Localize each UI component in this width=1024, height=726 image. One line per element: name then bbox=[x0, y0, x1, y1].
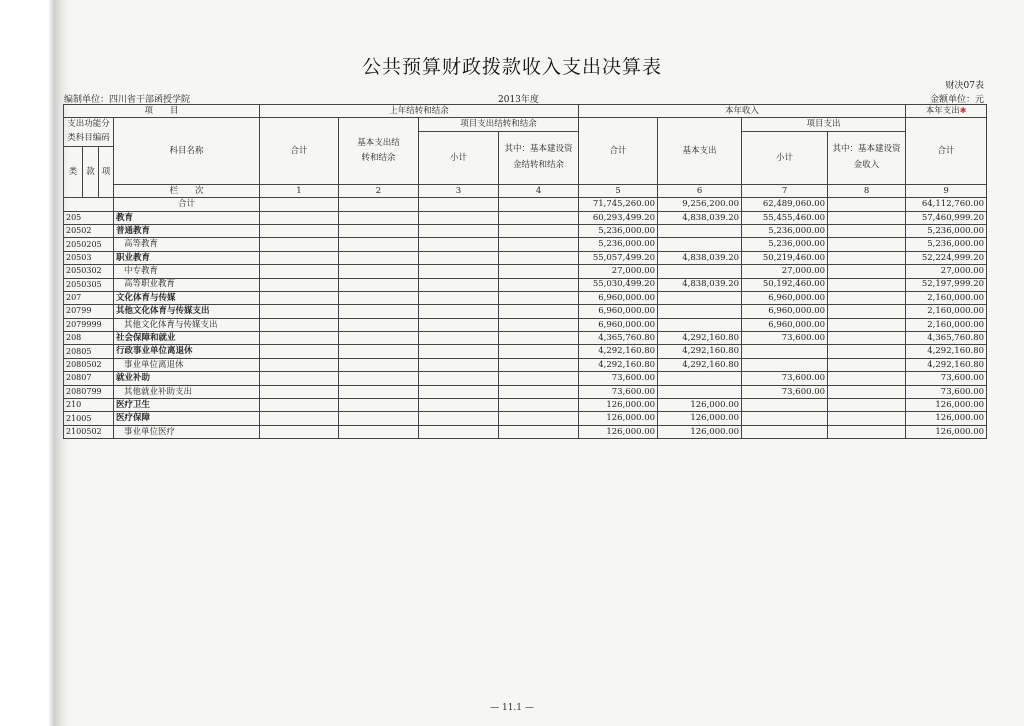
amount-cell: 126,000.00 bbox=[579, 425, 658, 438]
amount-cell bbox=[260, 425, 339, 438]
page-number: — 11.1 — bbox=[490, 703, 534, 713]
amount-cell: 6,960,000.00 bbox=[742, 318, 828, 331]
amount-cell bbox=[742, 399, 828, 412]
amount-cell: 55,030,499.20 bbox=[579, 278, 658, 291]
amount-cell bbox=[339, 412, 419, 425]
amount-cell bbox=[419, 358, 499, 371]
amount-cell bbox=[419, 305, 499, 318]
header-basic-expense: 基本支出 bbox=[658, 118, 742, 184]
amount-cell: 5,236,000.00 bbox=[906, 238, 987, 251]
amount-cell: 4,838,039.20 bbox=[658, 251, 742, 264]
amount-cell bbox=[339, 372, 419, 385]
header-prev-total: 合计 bbox=[260, 118, 339, 184]
total-value bbox=[419, 198, 499, 211]
total-code bbox=[64, 198, 114, 211]
amount-cell bbox=[260, 385, 339, 398]
amount-cell bbox=[499, 399, 579, 412]
amount-cell bbox=[339, 224, 419, 237]
amount-cell bbox=[260, 305, 339, 318]
amount-cell: 73,600.00 bbox=[742, 385, 828, 398]
amount-cell bbox=[260, 332, 339, 345]
amount-cell bbox=[419, 412, 499, 425]
amount-cell bbox=[499, 305, 579, 318]
amount-cell bbox=[419, 224, 499, 237]
header-this-year-income: 本年收入 bbox=[579, 105, 906, 118]
table-row bbox=[64, 399, 987, 412]
amount-cell bbox=[742, 412, 828, 425]
subject-name: 就业补助 bbox=[114, 372, 260, 385]
amount-cell: 6,960,000.00 bbox=[742, 305, 828, 318]
amount-cell bbox=[499, 318, 579, 331]
table-row bbox=[64, 305, 987, 318]
amount-cell: 73,600.00 bbox=[742, 332, 828, 345]
amount-cell: 73,600.00 bbox=[579, 385, 658, 398]
subject-name: 高等职业教育 bbox=[114, 278, 260, 291]
amount-cell bbox=[260, 265, 339, 278]
subject-code: 20503 bbox=[64, 251, 114, 264]
amount-cell: 50,192,460.00 bbox=[742, 278, 828, 291]
col-num: 5 bbox=[579, 184, 658, 197]
amount-cell: 57,460,999.20 bbox=[906, 211, 987, 224]
amount-cell bbox=[499, 358, 579, 371]
amount-cell bbox=[419, 425, 499, 438]
subject-code: 2050302 bbox=[64, 265, 114, 278]
header-capital-income: 其中：基本建设资金收入 bbox=[828, 131, 906, 184]
table-row bbox=[64, 412, 987, 425]
table-row bbox=[64, 358, 987, 371]
amount-cell bbox=[339, 345, 419, 358]
amount-cell bbox=[658, 291, 742, 304]
amount-cell: 6,960,000.00 bbox=[579, 291, 658, 304]
amount-cell: 6,960,000.00 bbox=[579, 318, 658, 331]
header-basic-carry: 基本支出结转和结余 bbox=[339, 118, 419, 184]
amount-cell bbox=[419, 278, 499, 291]
subject-name: 中专教育 bbox=[114, 265, 260, 278]
amount-cell: 5,236,000.00 bbox=[579, 224, 658, 237]
header-kuan: 款 bbox=[83, 146, 99, 198]
table-row bbox=[64, 238, 987, 251]
amount-cell bbox=[499, 238, 579, 251]
total-value: 62,489,060.00 bbox=[742, 198, 828, 211]
amount-cell: 50,219,460.00 bbox=[742, 251, 828, 264]
amount-cell: 27,000.00 bbox=[742, 265, 828, 278]
fiscal-year: 2013年度 bbox=[498, 95, 539, 105]
subject-name: 其他文化体育与传媒支出 bbox=[114, 305, 260, 318]
amount-cell bbox=[260, 238, 339, 251]
table-row bbox=[64, 265, 987, 278]
amount-cell: 4,292,160.80 bbox=[579, 358, 658, 371]
amount-cell bbox=[828, 318, 906, 331]
amount-cell bbox=[419, 211, 499, 224]
amount-cell: 73,600.00 bbox=[579, 372, 658, 385]
amount-cell: 126,000.00 bbox=[658, 399, 742, 412]
amount-cell bbox=[260, 224, 339, 237]
amount-cell bbox=[658, 372, 742, 385]
amount-cell: 52,224,999.20 bbox=[906, 251, 987, 264]
subject-code: 2080799 bbox=[64, 385, 114, 398]
col-num: 1 bbox=[260, 184, 339, 197]
amount-cell bbox=[499, 211, 579, 224]
amount-cell bbox=[419, 265, 499, 278]
header-income-total: 合计 bbox=[579, 118, 658, 184]
amount-cell bbox=[419, 345, 499, 358]
currency-unit: 金额单位：元 bbox=[929, 95, 984, 105]
total-value: 64,112,760.00 bbox=[906, 198, 987, 211]
header-prev-year: 上年结转和结余 bbox=[260, 105, 579, 118]
amount-cell bbox=[499, 425, 579, 438]
amount-cell bbox=[339, 305, 419, 318]
table-row bbox=[64, 278, 987, 291]
amount-cell bbox=[742, 425, 828, 438]
amount-cell bbox=[658, 318, 742, 331]
subject-name: 行政事业单位离退休 bbox=[114, 345, 260, 358]
subject-name: 事业单位离退休 bbox=[114, 358, 260, 371]
amount-cell bbox=[419, 291, 499, 304]
total-label: 合计 bbox=[114, 198, 260, 211]
amount-cell bbox=[828, 211, 906, 224]
amount-cell bbox=[828, 305, 906, 318]
amount-cell bbox=[260, 358, 339, 371]
amount-cell bbox=[260, 372, 339, 385]
amount-cell bbox=[260, 318, 339, 331]
col-num: 7 bbox=[742, 184, 828, 197]
subject-name: 普通教育 bbox=[114, 224, 260, 237]
amount-cell: 126,000.00 bbox=[906, 412, 987, 425]
header-func-class: 支出功能分类科目编码 bbox=[64, 118, 114, 146]
amount-cell bbox=[339, 238, 419, 251]
amount-cell bbox=[828, 265, 906, 278]
amount-cell bbox=[339, 425, 419, 438]
total-value bbox=[260, 198, 339, 211]
amount-cell bbox=[828, 358, 906, 371]
subject-name: 其他文化体育与传媒支出 bbox=[114, 318, 260, 331]
col-num: 6 bbox=[658, 184, 742, 197]
total-value bbox=[499, 198, 579, 211]
subject-name: 医疗卫生 bbox=[114, 399, 260, 412]
amount-cell bbox=[742, 358, 828, 371]
subject-name: 文化体育与传媒 bbox=[114, 291, 260, 304]
amount-cell bbox=[828, 332, 906, 345]
subject-name: 教育 bbox=[114, 211, 260, 224]
header-carry-subtotal: 小计 bbox=[419, 131, 499, 184]
amount-cell bbox=[828, 345, 906, 358]
amount-cell: 4,292,160.80 bbox=[658, 345, 742, 358]
amount-cell: 4,365,760.80 bbox=[906, 332, 987, 345]
amount-cell bbox=[828, 238, 906, 251]
amount-cell bbox=[828, 385, 906, 398]
amount-cell bbox=[658, 385, 742, 398]
amount-cell: 73,600.00 bbox=[906, 372, 987, 385]
table-row bbox=[64, 224, 987, 237]
header-row-1 bbox=[64, 105, 987, 118]
amount-cell: 4,292,160.80 bbox=[658, 358, 742, 371]
amount-cell bbox=[260, 251, 339, 264]
amount-cell: 4,292,160.80 bbox=[658, 332, 742, 345]
header-xiang: 项 bbox=[99, 146, 114, 198]
amount-cell bbox=[499, 332, 579, 345]
subject-name: 社会保障和就业 bbox=[114, 332, 260, 345]
amount-cell bbox=[499, 345, 579, 358]
subject-code: 21005 bbox=[64, 412, 114, 425]
amount-cell bbox=[658, 305, 742, 318]
amount-cell bbox=[339, 211, 419, 224]
amount-cell: 73,600.00 bbox=[906, 385, 987, 398]
amount-cell bbox=[828, 372, 906, 385]
amount-cell bbox=[339, 291, 419, 304]
amount-cell: 27,000.00 bbox=[906, 265, 987, 278]
amount-cell: 2,160,000.00 bbox=[906, 318, 987, 331]
table-row bbox=[64, 385, 987, 398]
header-project-expense: 项目支出 bbox=[742, 118, 906, 131]
amount-cell bbox=[499, 372, 579, 385]
amount-cell bbox=[499, 251, 579, 264]
table-row bbox=[64, 318, 987, 331]
amount-cell bbox=[499, 385, 579, 398]
col-num: 3 bbox=[419, 184, 499, 197]
amount-cell bbox=[339, 251, 419, 264]
total-value bbox=[339, 198, 419, 211]
amount-cell: 55,455,460.00 bbox=[742, 211, 828, 224]
amount-cell: 73,600.00 bbox=[742, 372, 828, 385]
amount-cell bbox=[419, 318, 499, 331]
amount-cell: 5,236,000.00 bbox=[742, 238, 828, 251]
amount-cell bbox=[828, 399, 906, 412]
amount-cell bbox=[260, 211, 339, 224]
amount-cell: 126,000.00 bbox=[579, 399, 658, 412]
subject-name: 医疗保障 bbox=[114, 412, 260, 425]
compiling-unit: 编制单位：四川省干部函授学院 bbox=[64, 95, 191, 105]
amount-cell: 126,000.00 bbox=[579, 412, 658, 425]
table-row bbox=[64, 211, 987, 224]
amount-cell bbox=[499, 278, 579, 291]
header-expense-total: 合计 bbox=[906, 118, 987, 184]
col-num: 8 bbox=[828, 184, 906, 197]
amount-cell: 6,960,000.00 bbox=[579, 305, 658, 318]
amount-cell: 126,000.00 bbox=[658, 425, 742, 438]
amount-cell bbox=[419, 372, 499, 385]
table-row bbox=[64, 372, 987, 385]
amount-cell bbox=[828, 291, 906, 304]
amount-cell bbox=[419, 238, 499, 251]
amount-cell bbox=[260, 291, 339, 304]
subject-code: 20805 bbox=[64, 345, 114, 358]
total-value: 9,256,200.00 bbox=[658, 198, 742, 211]
amount-cell: 4,838,039.20 bbox=[658, 278, 742, 291]
total-value: 71,745,260.00 bbox=[579, 198, 658, 211]
col-num: 2 bbox=[339, 184, 419, 197]
form-number: 财决07表 bbox=[945, 81, 984, 91]
amount-cell bbox=[658, 265, 742, 278]
amount-cell bbox=[339, 332, 419, 345]
total-row bbox=[64, 198, 987, 211]
amount-cell: 5,236,000.00 bbox=[906, 224, 987, 237]
amount-cell: 52,197,999.20 bbox=[906, 278, 987, 291]
subject-code: 2050305 bbox=[64, 278, 114, 291]
subject-code: 2080502 bbox=[64, 358, 114, 371]
amount-cell bbox=[828, 251, 906, 264]
header-project-subtotal: 小计 bbox=[742, 131, 828, 184]
amount-cell bbox=[658, 238, 742, 251]
amount-cell bbox=[419, 399, 499, 412]
header-lei: 类 bbox=[64, 146, 83, 198]
header-item: 项 目 bbox=[64, 105, 260, 118]
amount-cell bbox=[260, 412, 339, 425]
table-row bbox=[64, 345, 987, 358]
subject-code: 205 bbox=[64, 211, 114, 224]
amount-cell: 4,365,760.80 bbox=[579, 332, 658, 345]
amount-cell: 4,292,160.80 bbox=[906, 345, 987, 358]
amount-cell: 4,292,160.80 bbox=[906, 358, 987, 371]
amount-cell bbox=[828, 425, 906, 438]
table-row bbox=[64, 251, 987, 264]
subject-code: 2079999 bbox=[64, 318, 114, 331]
amount-cell bbox=[339, 399, 419, 412]
amount-cell bbox=[828, 224, 906, 237]
amount-cell: 60,293,499.20 bbox=[579, 211, 658, 224]
subject-code: 208 bbox=[64, 332, 114, 345]
header-row-2 bbox=[64, 118, 987, 131]
col-num: 9 bbox=[906, 184, 987, 197]
amount-cell: 5,236,000.00 bbox=[579, 238, 658, 251]
amount-cell: 27,000.00 bbox=[579, 265, 658, 278]
table-row bbox=[64, 332, 987, 345]
subject-name: 其他就业补助支出 bbox=[114, 385, 260, 398]
subject-code: 2100502 bbox=[64, 425, 114, 438]
subject-code: 2050205 bbox=[64, 238, 114, 251]
header-carry-capital: 其中：基本建设资金结转和结余 bbox=[499, 131, 579, 184]
subject-name: 职业教育 bbox=[114, 251, 260, 264]
scan-edge-shadow bbox=[0, 0, 70, 726]
subject-name: 事业单位医疗 bbox=[114, 425, 260, 438]
amount-cell bbox=[828, 412, 906, 425]
amount-cell: 126,000.00 bbox=[658, 412, 742, 425]
amount-cell bbox=[260, 345, 339, 358]
amount-cell bbox=[339, 265, 419, 278]
subject-code: 20807 bbox=[64, 372, 114, 385]
amount-cell: 2,160,000.00 bbox=[906, 305, 987, 318]
budget-table bbox=[63, 104, 987, 439]
amount-cell: 55,057,499.20 bbox=[579, 251, 658, 264]
amount-cell bbox=[260, 278, 339, 291]
amount-cell: 4,838,039.20 bbox=[658, 211, 742, 224]
column-index-label: 栏 次 bbox=[114, 184, 260, 197]
subject-code: 210 bbox=[64, 399, 114, 412]
header-subject-name: 科目名称 bbox=[114, 118, 260, 184]
red-mark-icon: ✱ bbox=[959, 105, 967, 115]
amount-cell bbox=[260, 399, 339, 412]
table-row bbox=[64, 291, 987, 304]
total-value bbox=[828, 198, 906, 211]
amount-cell: 126,000.00 bbox=[906, 425, 987, 438]
amount-cell bbox=[499, 291, 579, 304]
amount-cell bbox=[658, 224, 742, 237]
subject-code: 20799 bbox=[64, 305, 114, 318]
amount-cell bbox=[339, 278, 419, 291]
amount-cell bbox=[419, 385, 499, 398]
amount-cell bbox=[828, 278, 906, 291]
header-project-carry: 项目支出结转和结余 bbox=[419, 118, 579, 131]
amount-cell bbox=[339, 358, 419, 371]
amount-cell: 4,292,160.80 bbox=[579, 345, 658, 358]
amount-cell: 126,000.00 bbox=[906, 399, 987, 412]
col-num: 4 bbox=[499, 184, 579, 197]
amount-cell bbox=[499, 412, 579, 425]
amount-cell bbox=[339, 318, 419, 331]
amount-cell: 6,960,000.00 bbox=[742, 291, 828, 304]
amount-cell bbox=[419, 332, 499, 345]
column-index-row bbox=[64, 184, 987, 197]
header-this-year-expense: 本年支出✱ bbox=[906, 105, 987, 118]
amount-cell bbox=[742, 345, 828, 358]
subject-code: 20502 bbox=[64, 224, 114, 237]
amount-cell bbox=[419, 251, 499, 264]
amount-cell bbox=[499, 224, 579, 237]
amount-cell: 2,160,000.00 bbox=[906, 291, 987, 304]
subject-name: 高等教育 bbox=[114, 238, 260, 251]
amount-cell: 5,236,000.00 bbox=[742, 224, 828, 237]
document-title: 公共预算财政拨款收入支出决算表 bbox=[361, 56, 662, 78]
subject-code: 207 bbox=[64, 291, 114, 304]
table-row bbox=[64, 425, 987, 438]
amount-cell bbox=[339, 385, 419, 398]
amount-cell bbox=[499, 265, 579, 278]
